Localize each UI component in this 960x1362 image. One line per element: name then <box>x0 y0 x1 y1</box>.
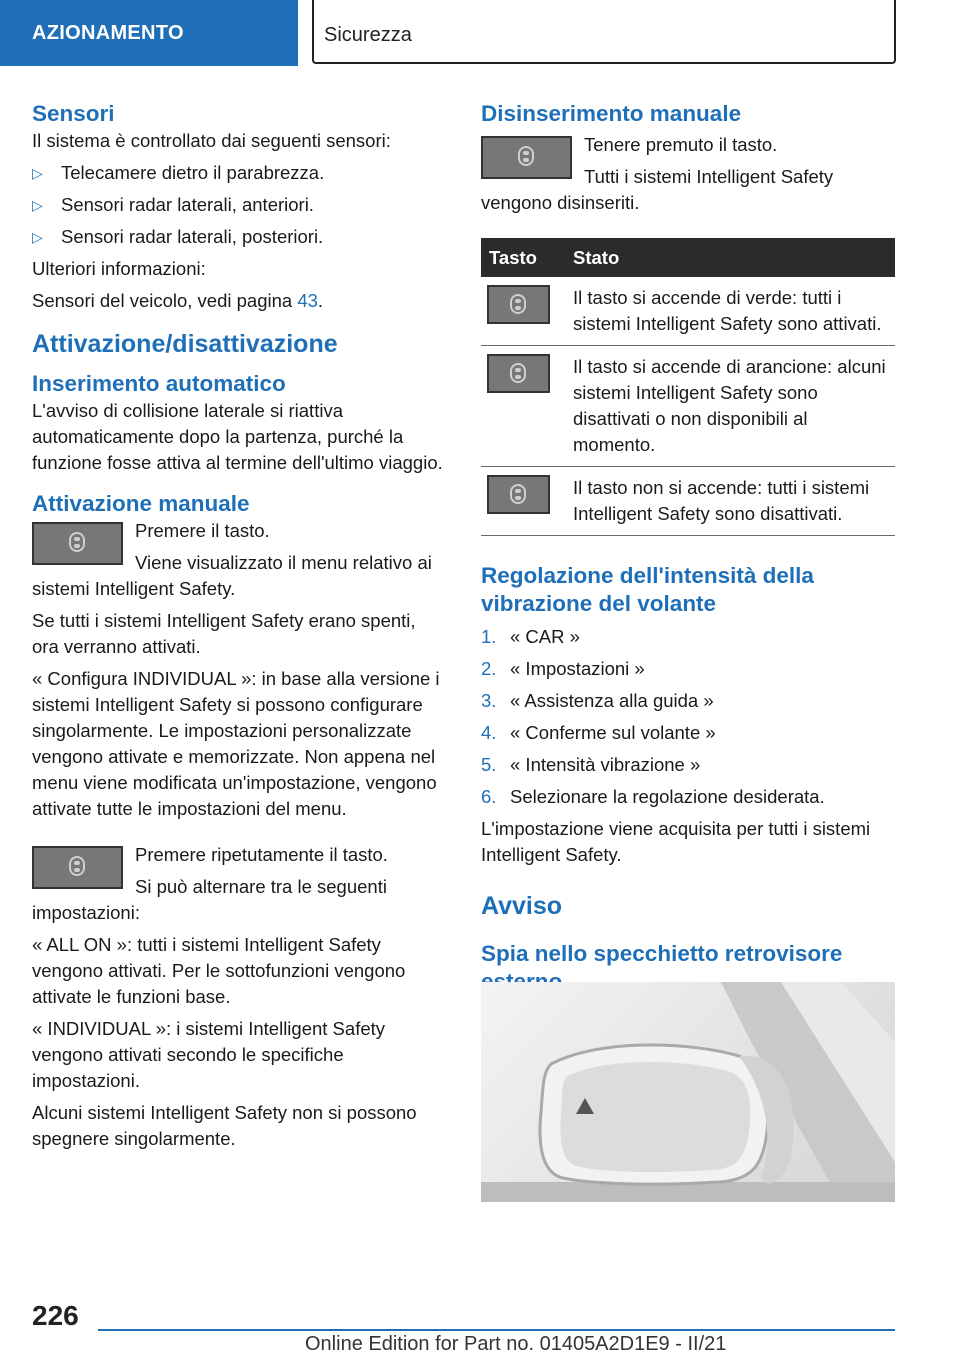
list-item <box>481 688 895 714</box>
some-text: Alcuni sistemi Intelligent Safety non si possono spegnere singolarmente. <box>32 1102 417 1149</box>
menu-text: Viene visualizzato il menu relativo ai sistemi Intelligent Safety. <box>32 552 432 599</box>
intelligent-safety-button-icon <box>487 285 550 324</box>
press-repeat-text: Premere ripetutamente il tasto. <box>135 844 388 865</box>
table-cell: Il tasto si accende di arancione: alcuni sistemi Intelligent Safety sono disattivati o non disponibili al momento. <box>565 346 895 467</box>
hold-result: Tutti i sistemi Intelligent Safety vengono disinseriti. <box>481 166 834 213</box>
heading-avviso: Avviso <box>481 892 563 920</box>
table-row <box>481 467 895 536</box>
section-tab: AZIONAMENTO <box>0 0 298 66</box>
all-on-text: « ALL ON »: tutti i sistemi Intelligent Safety vengono attivati. Per le sottofunzioni vengono attivate le funzioni base. <box>32 934 406 1007</box>
list-item <box>32 160 446 186</box>
table-header-row <box>481 238 895 277</box>
heading-spia: Spia nello specchietto retrovisore <box>481 941 843 966</box>
table-row <box>481 277 895 346</box>
list-item <box>481 784 895 810</box>
sensori-reference <box>32 288 446 314</box>
press-repeat-block <box>32 842 446 926</box>
heading-attivazione: Attivazione/disattivazione <box>32 330 338 358</box>
table-cell-icon <box>481 277 565 346</box>
hold-block <box>481 132 895 216</box>
step-number: 3. <box>481 690 497 711</box>
step-number: 6. <box>481 786 497 807</box>
status-table <box>481 238 895 536</box>
step-number: 2. <box>481 658 497 679</box>
heading-disinserimento: Disinserimento manuale <box>481 101 742 126</box>
right-column <box>481 100 895 996</box>
intelligent-safety-button-icon <box>481 136 572 179</box>
step-text: « Intensità vibrazione » <box>510 754 701 775</box>
footer-divider <box>98 1329 895 1331</box>
table-cell-icon <box>481 467 565 536</box>
step-text: Selezionare la regolazione desiderata. <box>510 786 825 807</box>
page-number: 226 <box>32 1300 79 1331</box>
table-cell: Il tasto si accende di verde: tutti i sistemi Intelligent Safety sono attivati. <box>565 277 895 346</box>
steps-list <box>481 624 895 810</box>
list-item-text: Sensori radar laterali, anteriori. <box>61 194 314 215</box>
step-text: « Impostazioni » <box>510 658 645 679</box>
page-link[interactable]: 43 <box>297 290 318 311</box>
list-item <box>32 192 446 218</box>
heading-inserimento-automatico: Inserimento automatico <box>32 371 286 396</box>
intelligent-safety-button-icon <box>487 475 550 514</box>
intelligent-safety-button-icon <box>32 846 123 889</box>
mirror-illustration <box>481 982 895 1202</box>
step-number: 5. <box>481 754 497 775</box>
chapter-title: Sicurezza <box>324 24 412 46</box>
ref-text: Sensori del veicolo, vedi pagina <box>32 290 293 311</box>
left-column <box>32 100 446 1158</box>
step-text: « CAR » <box>510 626 580 647</box>
heading-sensori: Sensori <box>32 101 115 126</box>
config-text: « Configura INDIVIDUAL »: in base alla versione i sistemi Intelligent Safety si possono configurare singolarmente. Le impostazioni personalizzate vengono attivate e memorizzate. Non appena nel menu viene modificata un'impostazione, vengono attivate tutte le impostazioni del menu. <box>32 668 440 819</box>
edition-text: Online Edition for Part no. 01405A2D1E9 - II/21 <box>305 1333 727 1355</box>
ref-end: . <box>317 290 324 311</box>
intelligent-safety-button-icon <box>32 522 123 565</box>
list-item <box>481 720 895 746</box>
column-header-tasto: Tasto <box>481 238 565 277</box>
step-number: 1. <box>481 626 497 647</box>
table-cell: Il tasto non si accende: tutti i sistemi Intelligent Safety sono disattivati. <box>565 467 895 536</box>
all-off-text: Se tutti i sistemi Intelligent Safety erano spenti, ora verranno attivati. <box>32 610 416 657</box>
list-item <box>481 624 895 650</box>
sensori-intro: Il sistema è controllato dai seguenti sensori: <box>32 130 391 151</box>
auto-text: L'avviso di collisione laterale si riattiva automaticamente dopo la partenza, purché la funzione fosse attiva al termine dell'ultimo viaggio. <box>32 400 443 473</box>
step-text: « Conferme sul volante » <box>510 722 716 743</box>
column-header-stato: Stato <box>565 238 895 277</box>
press-text: Premere il tasto. <box>135 520 270 541</box>
regolazione-note: L'impostazione viene acquisita per tutti i sistemi Intelligent Safety. <box>481 818 871 865</box>
step-number: 4. <box>481 722 497 743</box>
list-item <box>32 224 446 250</box>
heading-attivazione-manuale: Attivazione manuale <box>32 491 250 516</box>
alternate-text: Si può alternare tra le seguenti impostazioni: <box>32 876 387 923</box>
page-header <box>0 0 960 66</box>
step-text: « Assistenza alla guida » <box>510 690 714 711</box>
mirror-photo <box>481 982 895 1202</box>
list-item <box>481 752 895 778</box>
individual-text: « INDIVIDUAL »: i sistemi Intelligent Safety vengono attivati secondo le specifiche impostazioni. <box>32 1018 386 1091</box>
list-item-text: Telecamere dietro il parabrezza. <box>61 162 325 183</box>
triangle-bullet-icon: ▷ <box>32 165 43 181</box>
table-row <box>481 346 895 467</box>
triangle-bullet-icon: ▷ <box>32 197 43 213</box>
intelligent-safety-button-icon <box>487 354 550 393</box>
list-item-text: Sensori radar laterali, posteriori. <box>61 226 324 247</box>
heading-regolazione: Regolazione dell'intensità della vibrazione del volante <box>481 563 814 616</box>
press-block <box>32 518 446 602</box>
hold-text: Tenere premuto il tasto. <box>584 134 778 155</box>
triangle-bullet-icon: ▷ <box>32 229 43 245</box>
table-cell-icon <box>481 346 565 467</box>
more-info-label: Ulteriori informazioni: <box>32 258 206 279</box>
list-item <box>481 656 895 682</box>
